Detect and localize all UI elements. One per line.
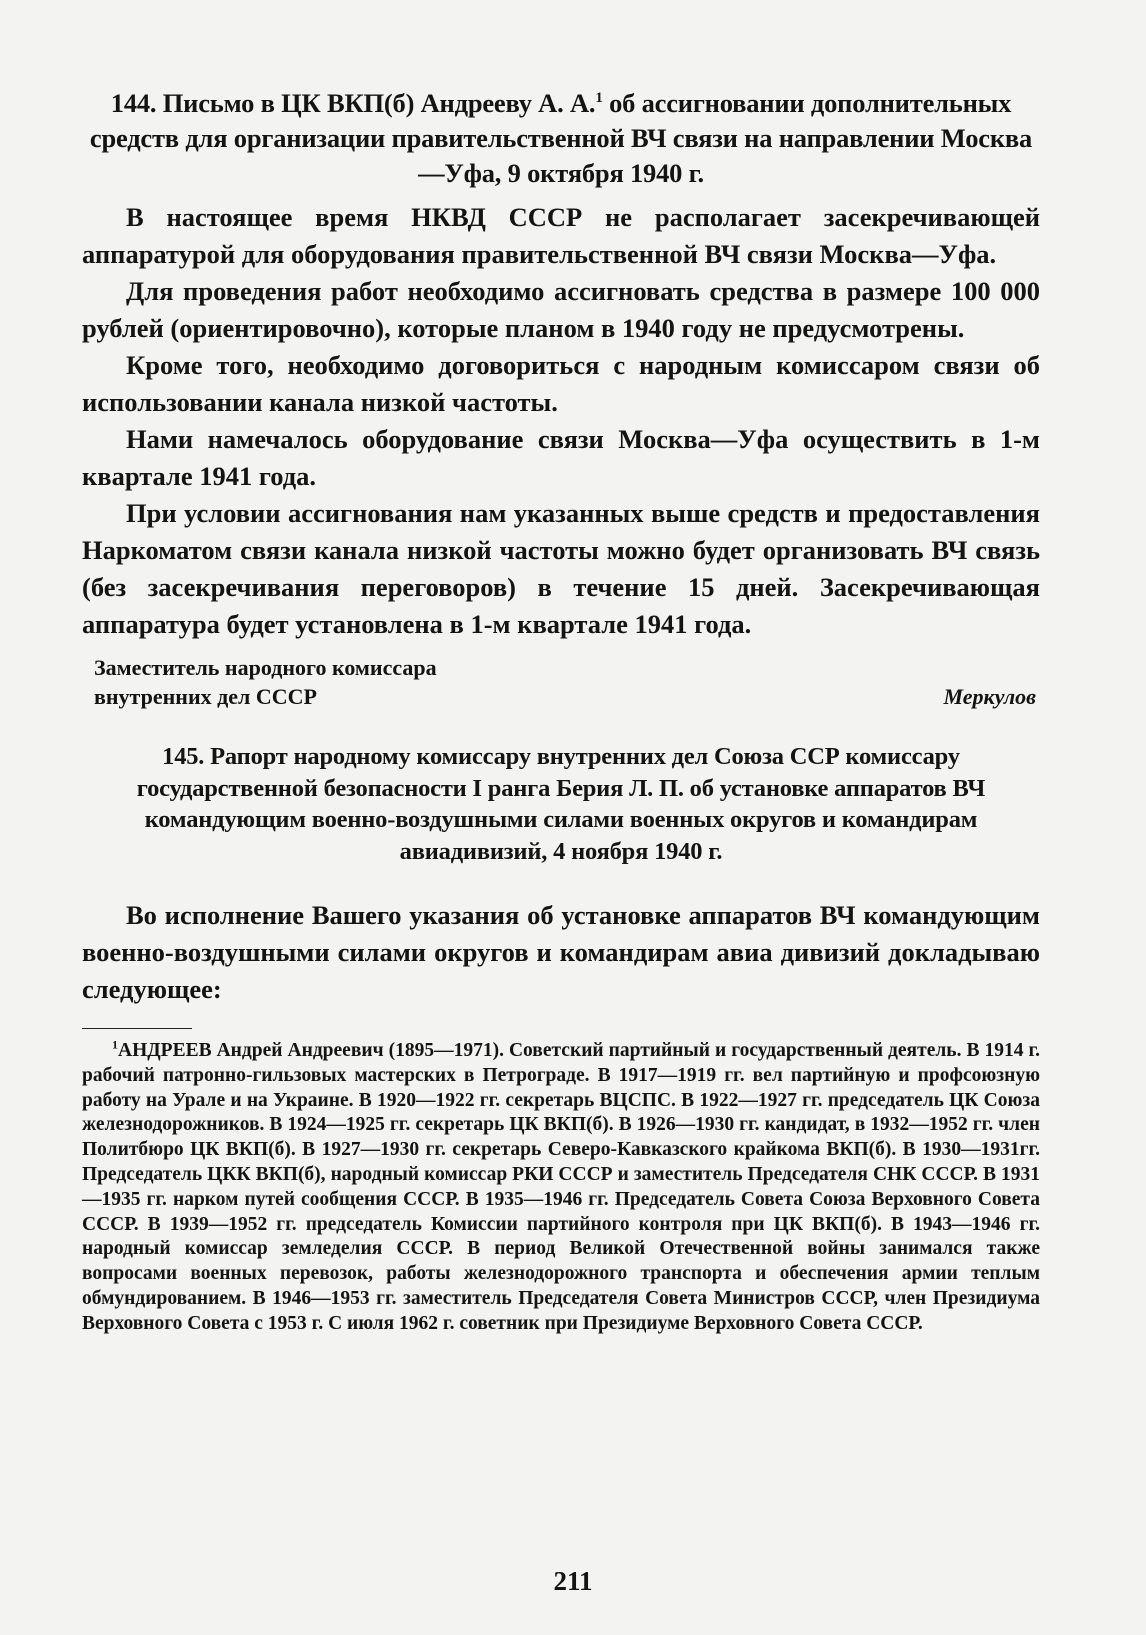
footnote-divider (82, 1028, 192, 1029)
footnote-text: АНДРЕЕВ Андрей Андреевич (1895—1971). Советский партийный и государственный деятель. В 1914 г. рабочий патронно-гильзовых мастерских в Петрограде. В 1917—1919 гг. вел партийную и профсоюзную работу на Урале и на Украине. В 1920—1922 гг. секретарь ВЦСПС. В 1922—1927 гг. председатель ЦК Союза железнодорожников. В 1924—1925 гг. секретарь ЦК ВКП(б). В 1926—1930 гг. кандидат, в 1932—1952 гг. член Политбюро ЦК ВКП(б). В 1927—1930 гг. секретарь Северо-Кавказского крайкома ВКП(б). В 1930—1931гг. Председатель ЦКК ВКП(б), народный комиссар РКИ СССР и заместитель Председателя СНК СССР. В 1931—1935 гг. нарком путей сообщения СССР. В 1935—1946 гг. Председатель Совета Союза Верховного Совета СССР. В 1939—1952 гг. председатель Комиссии партийного контроля при ЦК ВКП(б). В 1943—1946 гг. народный комиссар земледелия СССР. В период Великой Отечественной войны занимался также вопросами военных перевозок, работы железнодорожного транспорта и обеспечения армии теплым обмундированием. В 1946—1953 гг. заместитель Председателя Совета Министров СССР, член Президиума Верховного Совета с 1953 г. С июля 1962 г. советник при Президиуме Верховного Совета СССР. (82, 1040, 1040, 1334)
paragraph: В настоящее время НКВД СССР не располагает засекречивающей аппаратурой для оборудования правительственной ВЧ связи Москва—Уфа. (82, 202, 1040, 269)
title-part-1: 144. Письмо в ЦК ВКП(б) Андрееву А. А. (110, 88, 596, 118)
footnote-marker: 1 (112, 1037, 118, 1052)
page-number: 211 (553, 1566, 593, 1596)
signature-name: Меркулов (943, 684, 1036, 709)
page-content (82, 86, 1040, 1337)
footnote (82, 1039, 1040, 1337)
paragraph: Нами намечалось оборудование связи Москва—Уфа осуществить в 1-м квартале 1941 года. (82, 424, 1040, 491)
title-part-2: об ассигновании дополнительных средств для организации правительственной ВЧ связи на направлении Москва—Уфа, 9 октября 1940 г. (89, 88, 1033, 188)
document-145-title: 145. Рапорт народному комиссару внутренних дел Союза ССР комиссару государственной безопасности I ранга Берия Л. П. об установке аппаратов ВЧ командующим военно-воздушными силами военных округов и командирам авиадивизий, 4 ноября 1940 г. (136, 743, 986, 865)
document-145 (82, 741, 1040, 1008)
signature-position (94, 653, 437, 711)
paragraph: Для проведения работ необходимо ассигновать средства в размере 100 000 рублей (ориентировочно), которые планом в 1940 году не предусмотрены. (82, 276, 1040, 343)
signature-line-2: внутренних дел СССР (94, 684, 317, 709)
paragraph: Во исполнение Вашего указания об установке аппаратов ВЧ командующим военно-воздушными силами округов и командирам авиа дивизий докладываю следующее: (82, 900, 1040, 1004)
paragraph: При условии ассигнования нам указанных выше средств и предоставления Наркоматом связи канала низкой частоты можно будет организовать ВЧ связь (без засекречивания переговоров) в течение 15 дней. Засекречивающая аппаратура будет установлена в 1-м квартале 1941 года. (82, 498, 1040, 639)
document-144-title (82, 86, 1040, 191)
signature-block (94, 653, 1040, 711)
document-144 (82, 86, 1040, 711)
paragraph: Кроме того, необходимо договориться с народным комиссаром связи об использовании канала низкой частоты. (82, 350, 1040, 417)
signature-line-1: Заместитель народного комиссара (94, 655, 437, 680)
footnote-ref[interactable]: 1 (595, 90, 603, 107)
